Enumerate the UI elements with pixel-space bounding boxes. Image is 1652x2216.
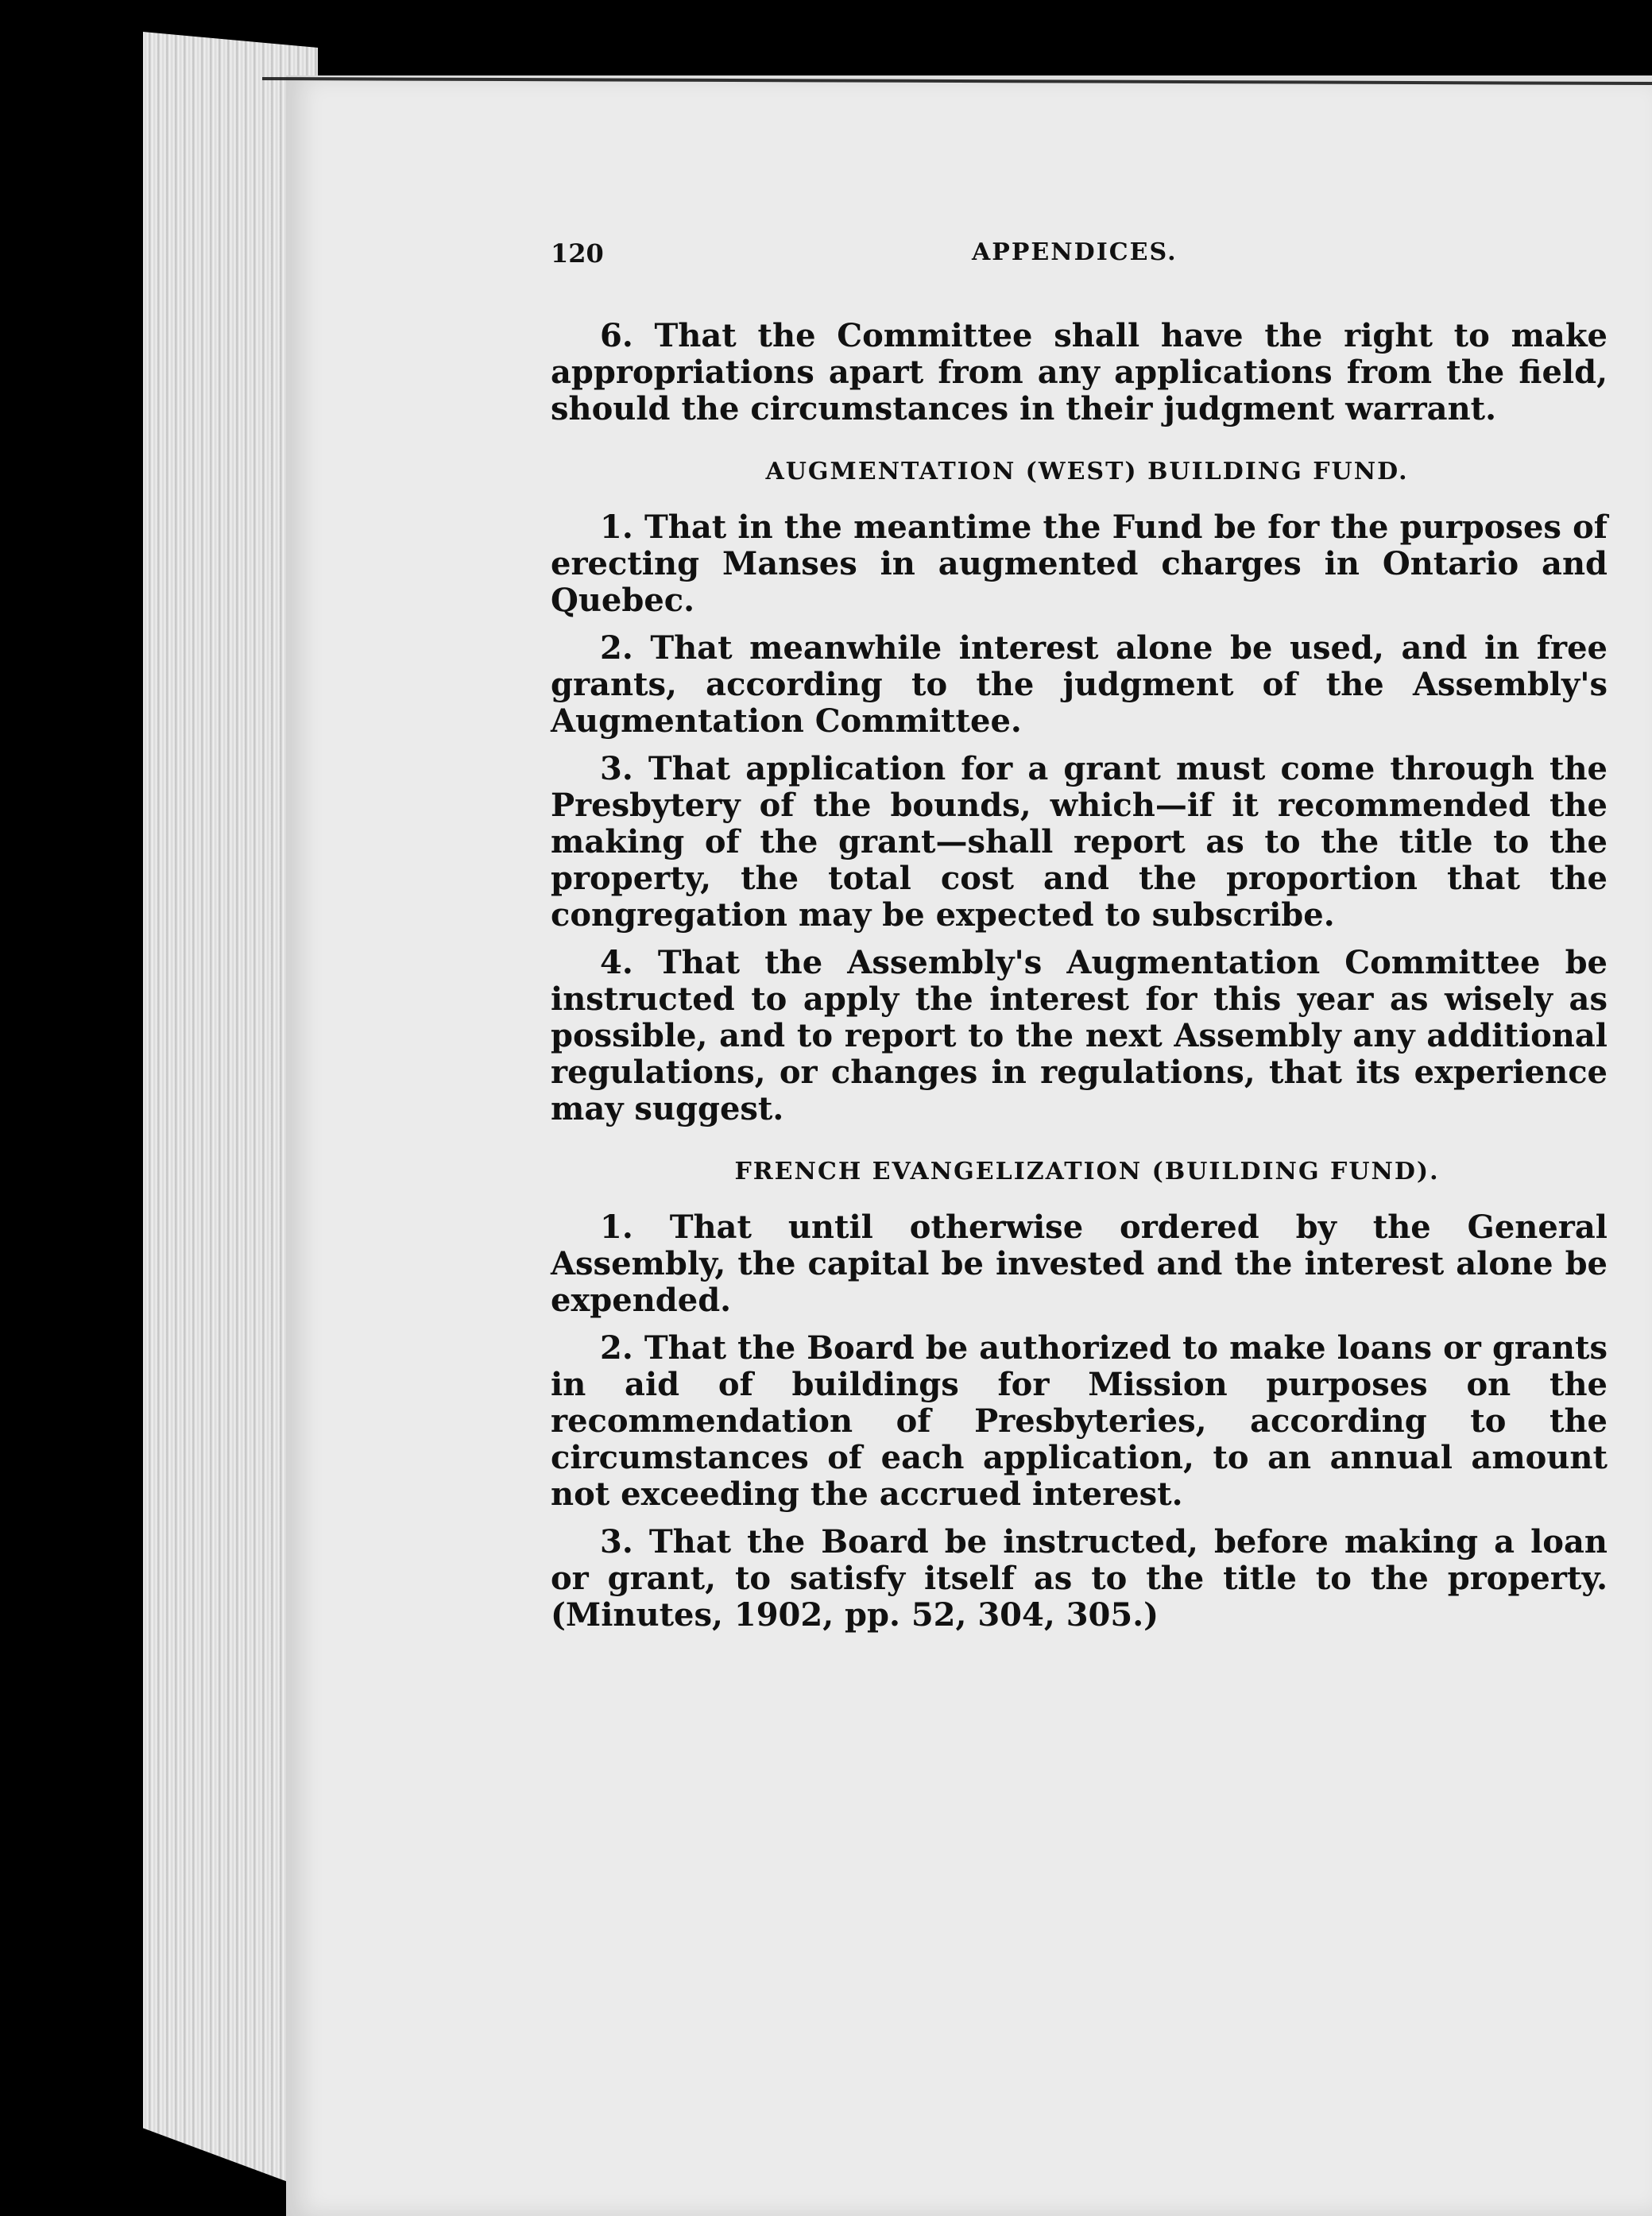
clause-number: 3. bbox=[600, 1523, 633, 1560]
page-number: 120 bbox=[551, 238, 604, 269]
clause-number: 1. bbox=[600, 509, 633, 546]
clause-1 bbox=[551, 1209, 1608, 1319]
section-heading: AUGMENTATION (WEST) BUILDING FUND. bbox=[765, 458, 1409, 485]
clause-text: That meanwhile interest alone be used, and in free grants, according to the judgment of the Assembly's Augmentation Committee. bbox=[551, 629, 1608, 740]
clause-text: That in the meantime the Fund be for the purposes of erecting Manses in augmented charges in Ontario and Quebec. bbox=[551, 509, 1608, 619]
clause-text: That the Board be authorized to make loans or grants in aid of buildings for Mission purposes on the recommendation of Presbyteries, according to the circumstances of each application, to an annual amount not exceeding the accrued interest. bbox=[551, 1329, 1608, 1513]
clause-text: That application for a grant must come through the Presbytery of the bounds, which—if it recommended the making of the grant—shall report as to the title to the property, the total cost and the proportion that the congregation may be expected to subscribe. bbox=[551, 750, 1608, 934]
clause-number: 2. bbox=[600, 629, 633, 667]
clause-4 bbox=[551, 945, 1608, 1127]
clause-1 bbox=[551, 509, 1608, 619]
clause-2 bbox=[551, 630, 1608, 740]
clause-text: That the Board be instructed, before making a loan or grant, to satisfy itself as to the title to the property. (Minutes, 1902, pp. 52, 304, 305.) bbox=[551, 1523, 1608, 1634]
section-augmentation-building-fund bbox=[551, 458, 1608, 1127]
page-content bbox=[551, 238, 1608, 1645]
clause-2 bbox=[551, 1330, 1608, 1513]
clause-number: 6. bbox=[600, 317, 633, 354]
section-heading: FRENCH EVANGELIZATION (BUILDING FUND). bbox=[734, 1158, 1440, 1185]
section-french-evangelization-building-fund bbox=[551, 1158, 1608, 1634]
clause-3 bbox=[551, 751, 1608, 934]
page-header bbox=[551, 238, 1608, 286]
clause-number: 2. bbox=[600, 1329, 633, 1367]
clause-text: That until otherwise ordered by the General Assembly, the capital be invested and the interest alone be expended. bbox=[551, 1209, 1608, 1319]
clause-number: 3. bbox=[600, 750, 633, 787]
clause-text: That the Committee shall have the right to make appropriations apart from any applications from the field, should the circumstances in their judgment warrant. bbox=[551, 317, 1608, 427]
clause-3 bbox=[551, 1524, 1608, 1634]
clause-text: That the Assembly's Augmentation Committee be instructed to apply the interest for this year as wisely as possible, and to report to the next Assembly any additional regulations, or changes in regulations, that its experience may suggest. bbox=[551, 944, 1608, 1127]
clause-number: 4. bbox=[600, 944, 633, 981]
running-title: APPENDICES. bbox=[972, 238, 1178, 266]
clause-6 bbox=[551, 318, 1608, 427]
clause-number: 1. bbox=[600, 1209, 633, 1246]
